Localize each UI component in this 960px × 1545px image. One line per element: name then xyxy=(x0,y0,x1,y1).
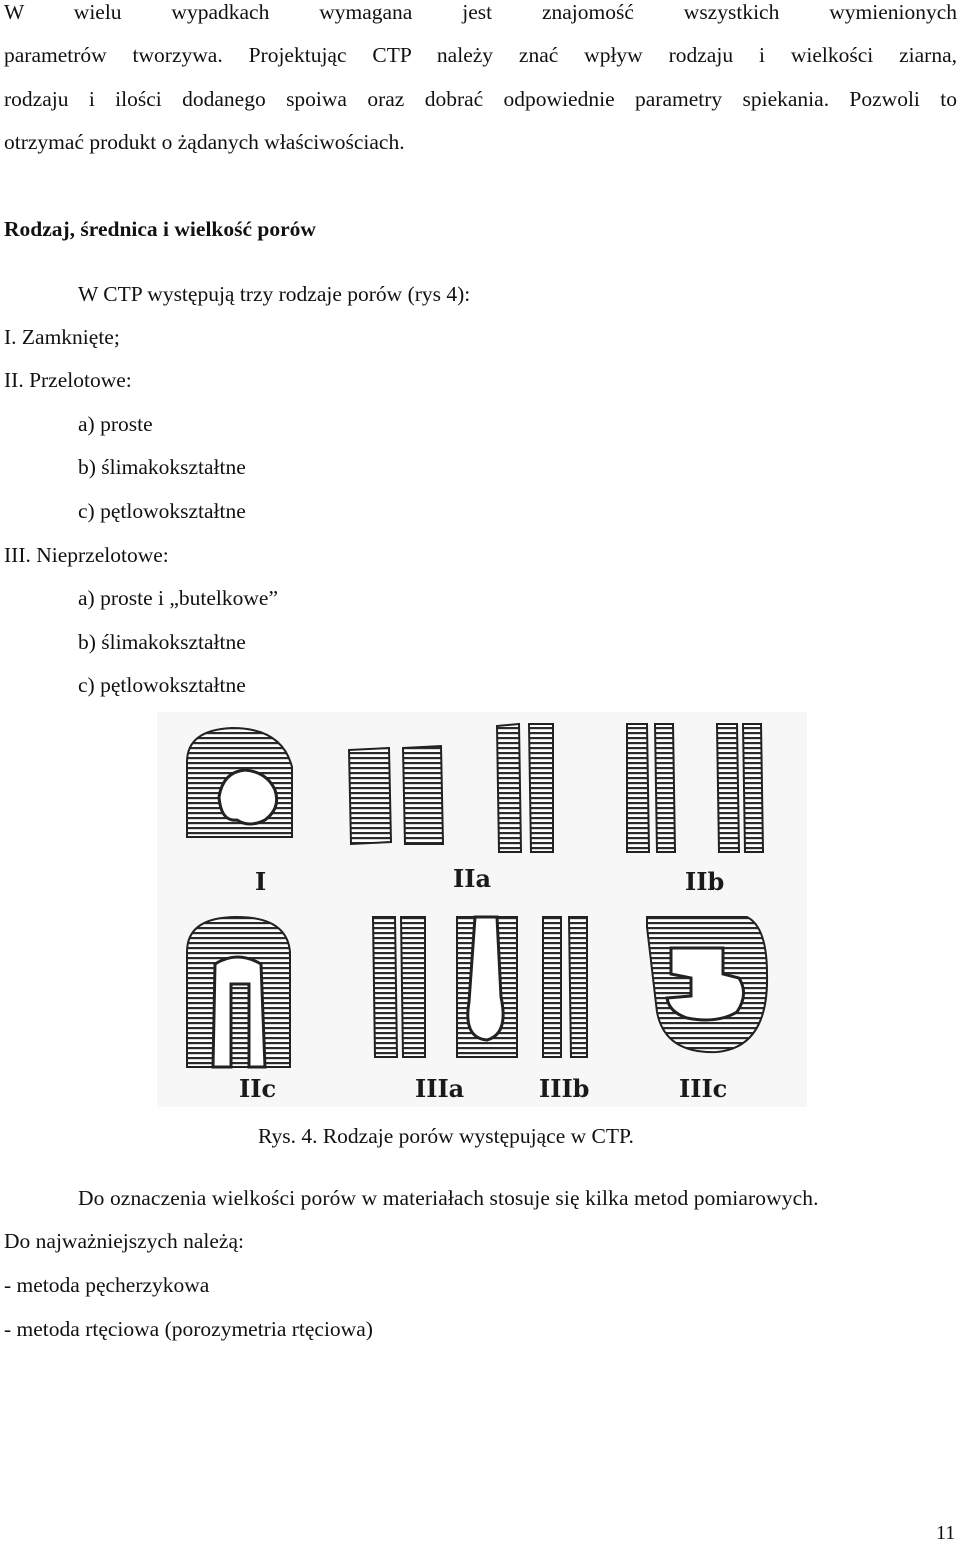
pore-diagram-IIb xyxy=(627,724,763,896)
pore-item: a) proste xyxy=(78,412,153,436)
figure-label: IIc xyxy=(239,1074,277,1103)
figure-label: IIIb xyxy=(539,1074,590,1103)
intro-line-1: W wielu wypadkach wymagana jest znajomość wszystkich wymienionych xyxy=(4,0,957,24)
page-number: 11 xyxy=(936,1522,956,1544)
pore-diagram-IIa-columns xyxy=(497,724,553,852)
section-lead: W CTP występują trzy rodzaje porów (rys 4): xyxy=(78,282,471,306)
pore-diagram-IIIb xyxy=(539,917,589,1103)
method-item: - metoda rtęciowa (porozymetria rtęciowa) xyxy=(4,1317,373,1341)
pore-group-closed: I. Zamknięte; xyxy=(4,325,120,349)
pore-item: c) pętlowokształtne xyxy=(78,499,246,523)
pore-diagram-IIc xyxy=(187,917,290,1103)
pore-item: b) ślimakokształtne xyxy=(78,455,246,479)
section-heading: Rodzaj, średnica i wielkość porów xyxy=(4,217,316,241)
figure-label: IIb xyxy=(685,867,725,896)
pore-diagram-IIIa xyxy=(373,917,517,1103)
pore-item: b) ślimakokształtne xyxy=(78,630,246,654)
intro-line-4: otrzymać produkt o żądanych właściwościach. xyxy=(4,130,405,154)
methods-intro-line-1: Do oznaczenia wielkości porów w materiałach stosuje się kilka metod pomiarowych. xyxy=(78,1186,819,1210)
pore-item: a) proste i „butelkowe” xyxy=(78,586,278,610)
intro-line-2: parametrów tworzywa. Projektując CTP należy znać wpływ rodzaju i wielkości ziarna, xyxy=(4,43,957,67)
figure-label: IIa xyxy=(453,864,492,893)
figure-caption: Rys. 4. Rodzaje porów występujące w CTP. xyxy=(258,1124,634,1148)
method-item: - metoda pęcherzykowa xyxy=(4,1273,210,1297)
figure-label: IIIa xyxy=(415,1074,465,1103)
intro-line-3: rodzaju i ilości dodanego spoiwa oraz dobrać odpowiednie parametry spiekania. Pozwoli to xyxy=(4,87,957,111)
pore-item: c) pętlowokształtne xyxy=(78,673,246,697)
methods-intro-line-2: Do najważniejszych należą: xyxy=(4,1229,244,1253)
pore-diagram-I xyxy=(187,728,292,896)
pore-group-blind: III. Nieprzelotowe: xyxy=(4,543,169,567)
pore-diagram-IIa xyxy=(349,746,491,893)
pore-group-through: II. Przelotowe: xyxy=(4,368,132,392)
figure-label: I xyxy=(255,867,267,896)
pore-types-figure xyxy=(157,712,807,1107)
figure-label: IIIc xyxy=(679,1074,728,1103)
pore-diagram-IIIc xyxy=(647,917,767,1103)
